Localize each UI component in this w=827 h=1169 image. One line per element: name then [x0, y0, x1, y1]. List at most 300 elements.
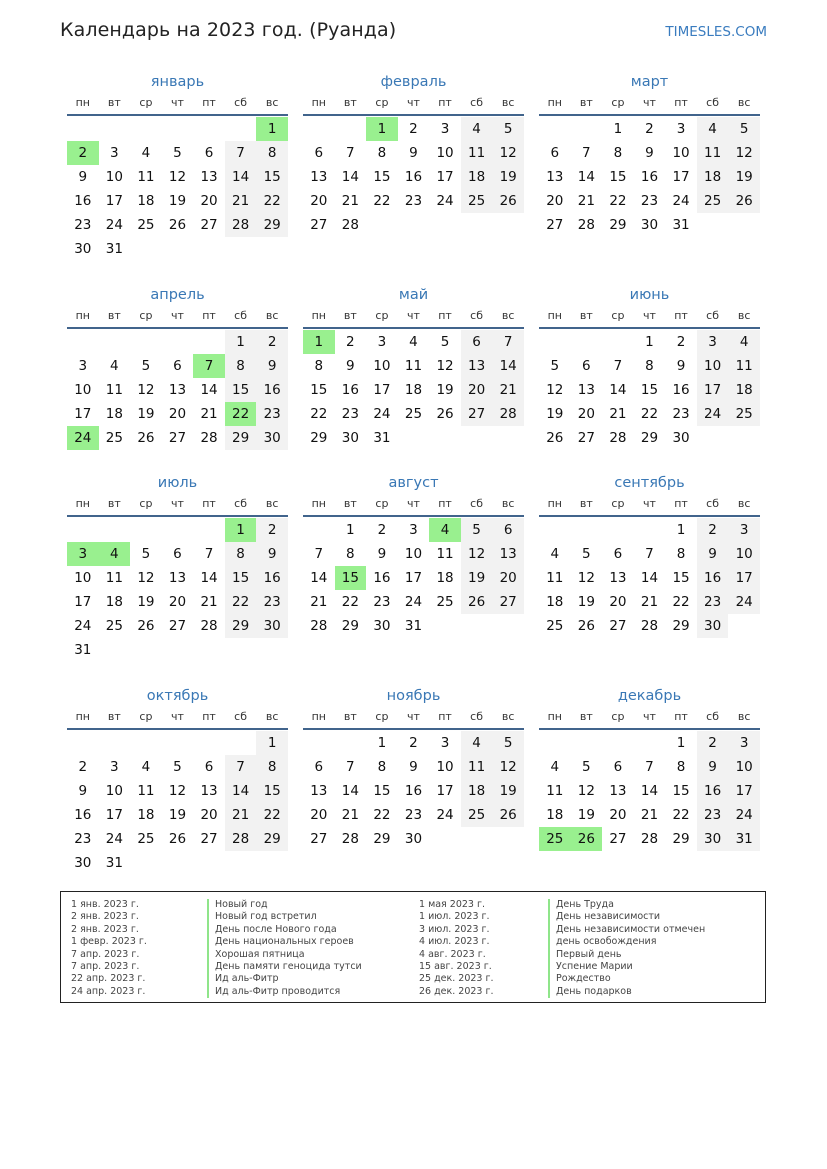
weekday-header — [539, 708, 760, 726]
day-cell: 13 — [492, 542, 524, 566]
week-row — [303, 827, 524, 851]
empty-cell — [256, 237, 288, 261]
day-cell: 28 — [492, 402, 524, 426]
empty-cell — [335, 117, 367, 141]
day-cell: 5 — [550, 358, 560, 374]
day-cell: 9 — [377, 546, 387, 562]
weekday-label: пн — [311, 497, 326, 510]
day-cell: 25 — [546, 618, 564, 634]
holiday-date: 1 февр. 2023 г. — [71, 936, 147, 948]
week-row — [67, 213, 288, 237]
day-cell: 19 — [168, 807, 187, 823]
day-cell: 8 — [314, 358, 324, 374]
weekday-label: сб — [706, 309, 720, 322]
month-4 — [67, 284, 288, 450]
day-cell: 4 — [728, 330, 760, 354]
holiday-name: День независимости — [548, 911, 705, 923]
day-cell: 14 — [609, 382, 627, 398]
weekday-label: вт — [107, 96, 121, 109]
day-cell: 15 — [256, 779, 288, 803]
day-cell: 8 — [225, 354, 257, 378]
day-cell: 29 — [672, 618, 690, 634]
day-cell: 12 — [546, 382, 564, 398]
day-cell: 22 — [373, 807, 391, 823]
day-cell: 5 — [492, 117, 524, 141]
day-cell: 3 — [67, 542, 99, 566]
day-cell: 29 — [225, 426, 257, 450]
day-cell: 19 — [461, 566, 493, 590]
day-cell: 4 — [409, 334, 418, 350]
day-cell: 30 — [256, 426, 288, 450]
month-6 — [539, 284, 760, 450]
day-cell: 5 — [728, 117, 760, 141]
day-cell: 29 — [310, 430, 328, 446]
weekday-label: ср — [611, 309, 625, 322]
month-name: ноябрь — [386, 688, 441, 704]
day-cell: 7 — [645, 546, 654, 562]
week-row — [67, 590, 288, 614]
day-cell: 21 — [640, 594, 659, 610]
day-cell: 9 — [78, 783, 88, 799]
weekday-label: вт — [343, 710, 357, 723]
day-cell: 18 — [105, 594, 123, 610]
day-cell: 2 — [409, 735, 418, 751]
day-cell: 23 — [341, 406, 359, 422]
legend-right-names — [548, 899, 705, 998]
week-row — [539, 426, 760, 450]
weekday-label: ср — [139, 710, 153, 723]
week-row — [539, 330, 760, 354]
week-row — [67, 165, 288, 189]
empty-cell — [429, 426, 461, 450]
weekday-label: ср — [611, 497, 625, 510]
empty-cell — [728, 213, 760, 237]
weekday-label: вс — [501, 497, 515, 510]
day-cell: 10 — [697, 354, 729, 378]
day-cell: 20 — [310, 193, 328, 209]
day-cell: 8 — [346, 546, 355, 562]
weekday-header — [67, 495, 288, 513]
holiday-date: 15 авг. 2023 г. — [419, 960, 492, 972]
weekday-label: сб — [234, 497, 248, 510]
weekday-label: вт — [343, 309, 357, 322]
day-cell: 1 — [676, 735, 686, 751]
day-cell: 14 — [640, 570, 659, 586]
empty-cell — [492, 827, 524, 851]
day-cell: 13 — [310, 783, 328, 799]
day-cell: 30 — [341, 430, 359, 446]
week-row — [303, 590, 524, 614]
week-row — [303, 378, 524, 402]
day-cell: 18 — [137, 193, 155, 209]
weekday-label: сб — [234, 96, 248, 109]
holiday-date: 1 мая 2023 г. — [419, 899, 485, 910]
weekday-label: чт — [171, 710, 184, 723]
day-cell: 5 — [440, 334, 450, 350]
empty-cell — [162, 851, 194, 875]
day-cell: 2 — [409, 121, 418, 137]
week-row — [67, 638, 288, 662]
day-cell: 10 — [404, 546, 423, 562]
day-cell: 27 — [577, 430, 595, 446]
day-cell: 1 — [256, 731, 288, 755]
empty-cell — [193, 330, 225, 354]
day-cell: 10 — [728, 542, 760, 566]
holiday-date: 3 июл. 2023 г. — [419, 923, 490, 935]
day-cell: 26 — [436, 406, 454, 422]
day-cell: 22 — [225, 402, 257, 426]
day-cell: 13 — [200, 783, 218, 799]
day-cell: 22 — [225, 590, 257, 614]
week-row — [67, 614, 288, 638]
day-cell: 5 — [173, 145, 182, 161]
week-row — [67, 827, 288, 851]
empty-cell — [728, 614, 760, 638]
day-cell: 26 — [137, 430, 155, 446]
day-cell: 11 — [105, 570, 123, 586]
week-row — [67, 566, 288, 590]
week-row — [303, 779, 524, 803]
week-row — [303, 566, 524, 590]
month-9 — [539, 472, 760, 638]
day-cell: 13 — [168, 570, 187, 586]
day-cell: 15 — [225, 566, 257, 590]
day-cell: 1 — [225, 518, 257, 542]
header-divider — [539, 327, 760, 329]
day-cell: 28 — [341, 217, 359, 233]
day-cell: 9 — [256, 542, 288, 566]
day-cell: 21 — [492, 378, 524, 402]
day-cell: 3 — [728, 518, 760, 542]
empty-cell — [130, 330, 162, 354]
day-cell: 24 — [404, 594, 423, 610]
day-cell: 25 — [697, 189, 729, 213]
month-11 — [303, 685, 524, 851]
day-cell: 26 — [546, 430, 564, 446]
day-cell: 21 — [640, 807, 659, 823]
weekday-label: вс — [265, 710, 279, 723]
empty-cell — [571, 330, 603, 354]
empty-cell — [461, 213, 493, 237]
weekday-label: вт — [107, 497, 121, 510]
empty-cell — [461, 614, 493, 638]
weekday-label: ср — [375, 96, 389, 109]
week-row — [303, 354, 524, 378]
weekday-label: пт — [438, 710, 452, 723]
day-cell: 18 — [728, 378, 760, 402]
empty-cell — [193, 518, 225, 542]
day-cell: 11 — [461, 141, 493, 165]
day-cell: 11 — [461, 755, 493, 779]
holiday-name: День памяти геноцида тутси — [207, 961, 362, 973]
day-cell: 27 — [461, 402, 493, 426]
empty-cell — [256, 851, 288, 875]
day-cell: 21 — [200, 594, 218, 610]
empty-cell — [67, 731, 99, 755]
weekday-label: пт — [438, 96, 452, 109]
day-cell: 24 — [105, 217, 123, 233]
weekday-label: пн — [75, 96, 90, 109]
weekday-label: вт — [343, 96, 357, 109]
week-row — [539, 117, 760, 141]
day-cell: 14 — [492, 354, 524, 378]
weekday-label: пт — [202, 710, 216, 723]
empty-cell — [225, 731, 257, 755]
weekday-header — [539, 94, 760, 112]
weekday-label: вс — [501, 710, 515, 723]
holiday-name: Ид аль-Фитр — [207, 973, 362, 985]
weekday-label: пн — [547, 710, 562, 723]
day-cell: 24 — [728, 803, 760, 827]
week-row — [303, 542, 524, 566]
weekday-label: пн — [547, 309, 562, 322]
day-cell: 20 — [310, 807, 328, 823]
day-cell: 22 — [373, 193, 391, 209]
day-cell: 7 — [314, 546, 324, 562]
day-cell: 16 — [256, 566, 288, 590]
week-row — [67, 402, 288, 426]
day-cell: 18 — [546, 594, 564, 610]
empty-cell — [67, 518, 99, 542]
day-cell: 28 — [609, 430, 627, 446]
week-row — [67, 237, 288, 261]
day-cell: 6 — [173, 546, 182, 562]
header-divider — [67, 728, 288, 730]
day-cell: 28 — [225, 213, 257, 237]
month-3 — [539, 71, 760, 237]
holiday-date: 2 янв. 2023 г. — [71, 923, 139, 935]
holiday-date: 7 апр. 2023 г. — [71, 960, 140, 972]
day-cell: 10 — [74, 570, 92, 586]
brand-link[interactable]: TIMESLES.COM — [665, 24, 767, 40]
day-cell: 28 — [341, 831, 359, 847]
day-cell: 10 — [728, 755, 760, 779]
weekday-label: вт — [579, 497, 593, 510]
day-cell: 8 — [613, 145, 623, 161]
weekday-label: пн — [311, 309, 326, 322]
holiday-date: 2 янв. 2023 г. — [71, 911, 139, 923]
empty-cell — [571, 117, 603, 141]
holiday-name: Новый год — [207, 899, 362, 911]
day-cell: 15 — [640, 382, 659, 398]
day-cell: 10 — [74, 382, 92, 398]
week-row — [539, 402, 760, 426]
empty-cell — [225, 638, 257, 662]
empty-cell — [429, 213, 461, 237]
empty-cell — [225, 117, 257, 141]
day-cell: 28 — [310, 618, 328, 634]
day-cell: 11 — [546, 783, 564, 799]
day-cell: 31 — [672, 217, 690, 233]
header-divider — [539, 515, 760, 517]
day-cell: 28 — [640, 831, 659, 847]
weekday-label: вс — [737, 96, 751, 109]
day-cell: 14 — [225, 779, 257, 803]
day-cell: 25 — [539, 827, 571, 851]
empty-cell — [461, 426, 493, 450]
day-cell: 20 — [609, 807, 627, 823]
week-row — [539, 165, 760, 189]
day-cell: 2 — [645, 121, 654, 137]
day-cell: 22 — [609, 193, 627, 209]
day-cell: 11 — [436, 546, 454, 562]
day-cell: 29 — [256, 827, 288, 851]
day-cell: 10 — [105, 169, 123, 185]
week-row — [303, 330, 524, 354]
day-cell: 18 — [404, 382, 423, 398]
day-cell: 4 — [550, 546, 560, 562]
week-row — [539, 731, 760, 755]
day-cell: 30 — [74, 855, 92, 871]
day-cell: 12 — [168, 783, 187, 799]
empty-cell — [398, 426, 430, 450]
day-cell: 3 — [697, 330, 729, 354]
day-cell: 27 — [168, 618, 187, 634]
header-divider — [539, 114, 760, 116]
day-cell: 7 — [225, 141, 257, 165]
day-cell: 4 — [461, 731, 493, 755]
week-row — [67, 755, 288, 779]
day-cell: 6 — [173, 358, 182, 374]
weekday-label: пт — [202, 497, 216, 510]
week-row — [303, 402, 524, 426]
day-cell: 5 — [461, 518, 493, 542]
day-cell: 24 — [436, 807, 454, 823]
day-cell: 27 — [200, 831, 218, 847]
day-cell: 26 — [168, 217, 187, 233]
holiday-date: 25 дек. 2023 г. — [419, 973, 494, 985]
weekday-label: чт — [643, 96, 656, 109]
holiday-date: 7 апр. 2023 г. — [71, 948, 140, 960]
weekday-header — [539, 307, 760, 325]
week-row — [67, 141, 288, 165]
day-cell: 21 — [341, 807, 359, 823]
empty-cell — [193, 237, 225, 261]
empty-cell — [539, 518, 571, 542]
week-row — [539, 354, 760, 378]
weekday-label: вс — [265, 309, 279, 322]
holiday-legend — [60, 891, 766, 1003]
month-name: декабрь — [617, 688, 682, 704]
month-name: январь — [150, 74, 205, 90]
day-cell: 20 — [200, 193, 218, 209]
holiday-date: 4 авг. 2023 г. — [419, 948, 486, 960]
holiday-date: 24 апр. 2023 г. — [71, 985, 146, 997]
day-cell: 17 — [436, 783, 454, 799]
week-row — [67, 518, 288, 542]
day-cell: 28 — [577, 217, 595, 233]
day-cell: 21 — [577, 193, 595, 209]
weekday-label: чт — [407, 497, 420, 510]
day-cell: 5 — [141, 358, 151, 374]
holiday-name: Новый год встретил — [207, 911, 362, 923]
day-cell: 1 — [613, 121, 623, 137]
day-cell: 1 — [377, 735, 387, 751]
week-row — [67, 803, 288, 827]
day-cell: 18 — [436, 570, 454, 586]
week-row — [539, 141, 760, 165]
week-row — [539, 803, 760, 827]
day-cell: 30 — [373, 618, 391, 634]
day-cell: 25 — [137, 217, 155, 233]
weekday-label: чт — [643, 309, 656, 322]
header-divider — [67, 515, 288, 517]
day-cell: 29 — [640, 430, 659, 446]
day-cell: 1 — [645, 334, 654, 350]
day-cell: 21 — [341, 193, 359, 209]
day-cell: 25 — [404, 406, 423, 422]
empty-cell — [193, 731, 225, 755]
day-cell: 1 — [346, 522, 355, 538]
day-cell: 24 — [373, 406, 391, 422]
empty-cell — [67, 117, 99, 141]
holiday-name: Успение Марии — [548, 961, 705, 973]
day-cell: 17 — [74, 594, 92, 610]
day-cell: 26 — [728, 189, 760, 213]
day-cell: 7 — [582, 145, 591, 161]
week-row — [539, 518, 760, 542]
day-cell: 5 — [141, 546, 151, 562]
empty-cell — [99, 518, 131, 542]
day-cell: 14 — [225, 165, 257, 189]
day-cell: 8 — [256, 141, 288, 165]
day-cell: 8 — [225, 542, 257, 566]
empty-cell — [492, 426, 524, 450]
day-cell: 17 — [436, 169, 454, 185]
weekday-label: чт — [643, 497, 656, 510]
legend-left-names — [207, 899, 362, 998]
week-row — [303, 731, 524, 755]
day-cell: 10 — [373, 358, 391, 374]
holiday-date: 1 июл. 2023 г. — [419, 911, 490, 923]
day-cell: 4 — [99, 542, 131, 566]
week-row — [539, 213, 760, 237]
day-cell: 15 — [310, 382, 328, 398]
day-cell: 16 — [256, 378, 288, 402]
day-cell: 27 — [200, 217, 218, 233]
day-cell: 17 — [74, 406, 92, 422]
empty-cell — [99, 638, 131, 662]
day-cell: 24 — [105, 831, 123, 847]
empty-cell — [602, 330, 634, 354]
empty-cell — [697, 426, 729, 450]
day-cell: 19 — [436, 382, 454, 398]
day-cell: 23 — [404, 807, 423, 823]
day-cell: 5 — [582, 759, 591, 775]
week-row — [67, 189, 288, 213]
weekday-label: пн — [547, 96, 562, 109]
weekday-label: сб — [706, 497, 720, 510]
weekday-label: сб — [470, 497, 484, 510]
day-cell: 17 — [105, 807, 123, 823]
day-cell: 23 — [256, 590, 288, 614]
empty-cell — [366, 213, 398, 237]
empty-cell — [492, 213, 524, 237]
day-cell: 1 — [366, 117, 398, 141]
week-row — [67, 851, 288, 875]
legend-left-dates — [71, 899, 147, 998]
day-cell: 26 — [168, 831, 187, 847]
day-cell: 22 — [341, 594, 359, 610]
day-cell: 29 — [341, 618, 359, 634]
day-cell: 20 — [168, 406, 187, 422]
day-cell: 13 — [546, 169, 564, 185]
holiday-date: 22 апр. 2023 г. — [71, 973, 146, 985]
week-row — [303, 165, 524, 189]
day-cell: 12 — [168, 169, 187, 185]
day-cell: 21 — [609, 406, 627, 422]
weekday-header — [67, 307, 288, 325]
